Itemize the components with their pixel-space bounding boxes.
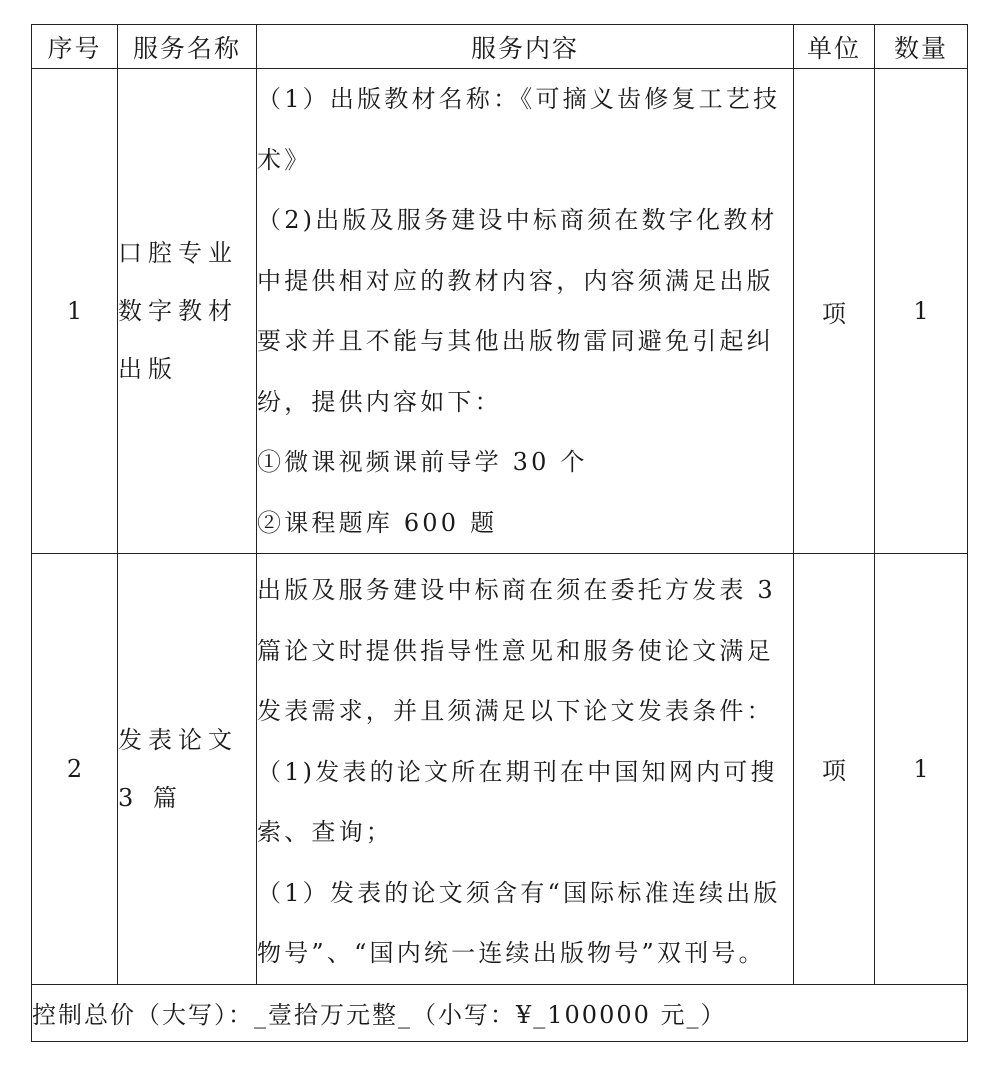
content-line: ②课程题库 600 题 — [257, 508, 498, 537]
row-quantity: 1 — [875, 69, 968, 554]
service-name — [118, 69, 257, 554]
content-line: 术》 — [257, 145, 312, 174]
header-content: 服务内容 — [257, 25, 794, 69]
service-table — [31, 24, 968, 1042]
service-name-line: 发表论文 — [118, 725, 238, 754]
content-line: 中提供相对应的教材内容，内容须满足出版 — [257, 266, 774, 295]
content-line: （1）发表的论文须含有“国际标准连续出版 — [257, 878, 781, 907]
content-line: （1)发表的论文所在期刊在中国知网内可搜 — [257, 757, 778, 786]
table-row — [32, 554, 968, 985]
row-quantity: 1 — [875, 554, 968, 985]
row-index: 1 — [32, 69, 118, 554]
row-unit: 项 — [794, 69, 875, 554]
content-line: 索、查询； — [257, 818, 393, 846]
row-unit: 项 — [794, 554, 875, 985]
total-price: 控制总价（大写）：_壹拾万元整_（小写：¥_100000 元_） — [32, 984, 968, 1041]
total-row — [32, 984, 968, 1041]
content-line: 物号”、“国内统一连续出版物号”双刊号。 — [257, 939, 766, 967]
service-content — [257, 69, 794, 554]
service-content — [257, 554, 794, 985]
header-index: 序号 — [32, 25, 118, 69]
header-row — [32, 25, 968, 69]
service-name-line: 口腔专业 — [118, 239, 238, 267]
header-name: 服务名称 — [118, 25, 257, 69]
service-name-line: 数字教材 — [118, 297, 238, 325]
header-quantity: 数量 — [875, 25, 968, 69]
table-row — [32, 69, 968, 554]
content-line: （1）出版教材名称：《可摘义齿修复工艺技 — [257, 85, 781, 113]
content-line: ①微课视频课前导学 30 个 — [257, 448, 588, 476]
header-unit: 单位 — [794, 25, 875, 69]
service-name-line: 出版 — [118, 355, 178, 383]
service-name — [118, 554, 257, 985]
content-line: 出版及服务建设中标商在须在委托方发表 3 — [257, 576, 776, 604]
service-name-line: 3 篇 — [118, 783, 183, 812]
content-line: 发表需求，并且须满足以下论文发表条件： — [257, 697, 774, 725]
content-line: 要求并且不能与其他出版物雷同避免引起纠 — [257, 327, 774, 355]
content-line: （2)出版及服务建设中标商须在数字化教材 — [257, 206, 778, 234]
row-index: 2 — [32, 554, 118, 985]
content-line: 篇论文时提供指导性意见和服务使论文满足 — [257, 636, 774, 665]
content-line: 纷，提供内容如下： — [257, 387, 502, 416]
